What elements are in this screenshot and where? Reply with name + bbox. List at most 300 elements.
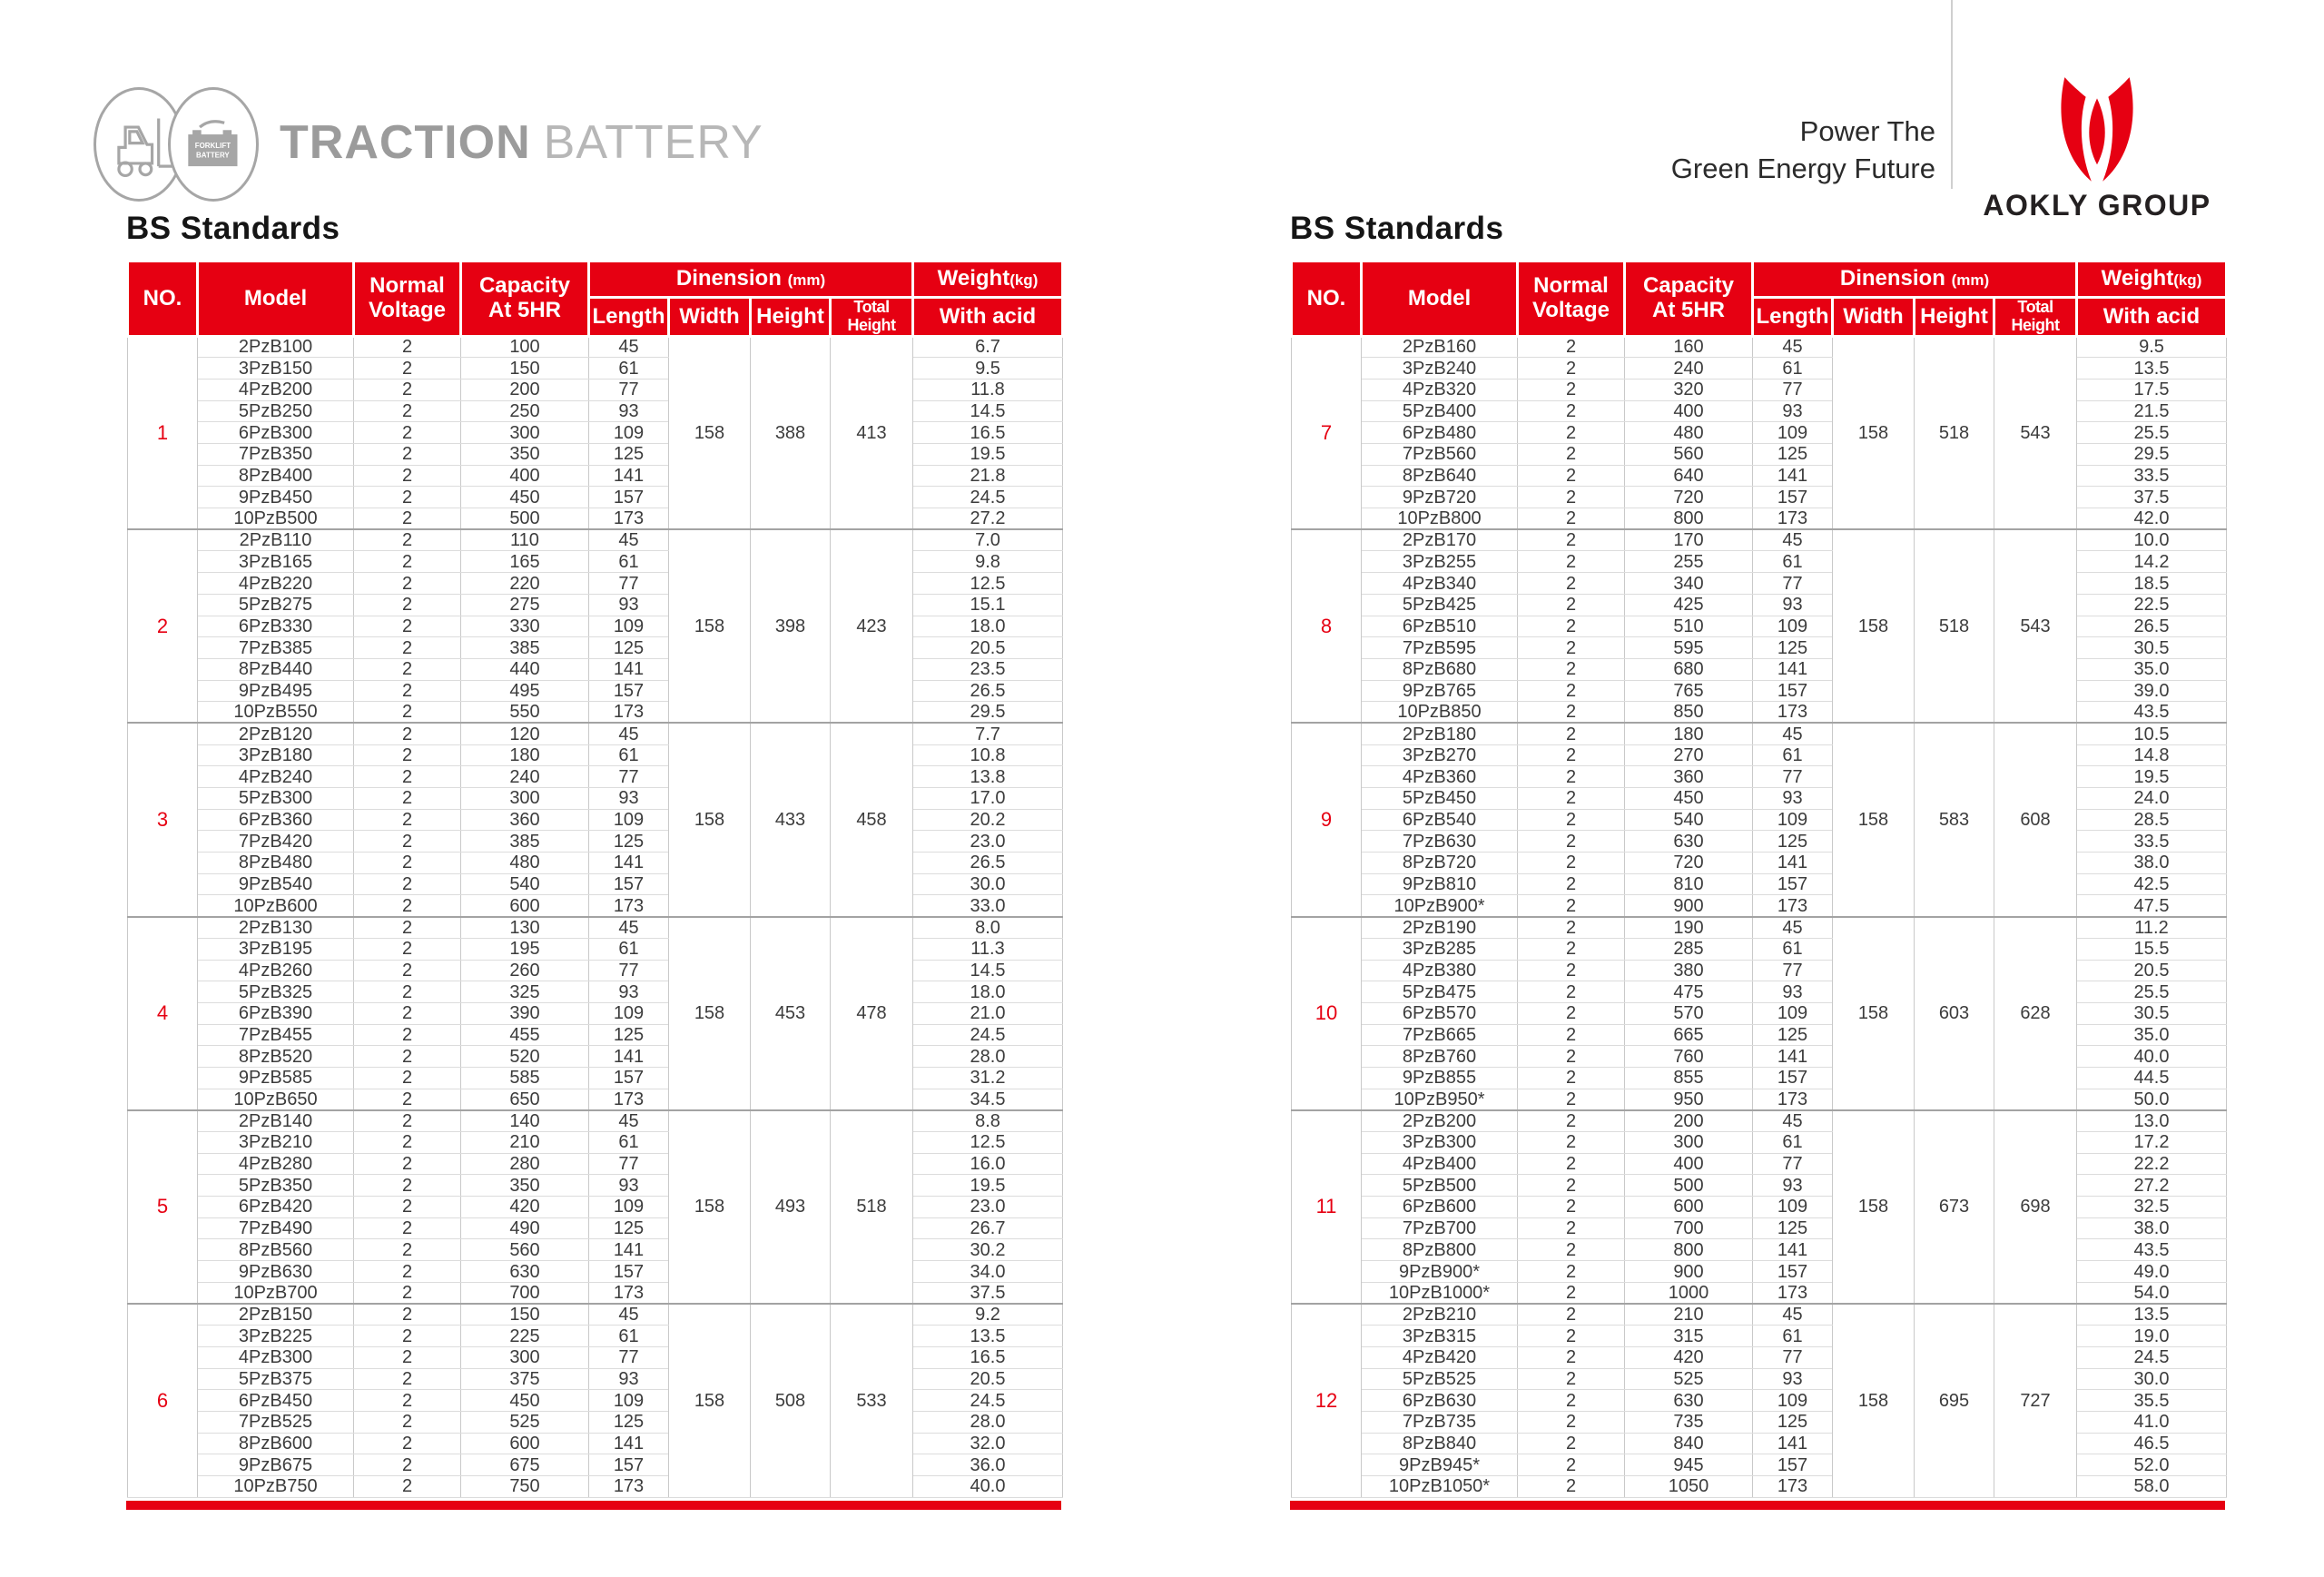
- cell-capacity: 950: [1625, 1089, 1753, 1110]
- cell-weight: 21.5: [2077, 400, 2227, 422]
- cell-capacity: 475: [1625, 981, 1753, 1003]
- table-row: [1292, 895, 2227, 917]
- cell-no: 2: [128, 529, 198, 723]
- cell-weight: 25.5: [2077, 981, 2227, 1003]
- table-row: [128, 1217, 1063, 1239]
- cell-capacity: 500: [461, 508, 589, 530]
- cell-voltage: 2: [1518, 702, 1625, 724]
- cell-capacity: 350: [461, 1175, 589, 1197]
- table-row: [128, 529, 1063, 551]
- table-row: [128, 573, 1063, 595]
- cell-weight: 32.0: [913, 1433, 1063, 1454]
- cell-length: 173: [1753, 895, 1833, 917]
- cell-capacity: 330: [461, 616, 589, 637]
- cell-capacity: 350: [461, 444, 589, 466]
- cell-capacity: 220: [461, 573, 589, 595]
- table-row: [128, 1326, 1063, 1347]
- col-header-model: Model: [198, 261, 354, 337]
- cell-weight: 19.0: [2077, 1326, 2227, 1347]
- table-row: [1292, 831, 2227, 853]
- cell-voltage: 2: [1518, 831, 1625, 853]
- table-row: [1292, 917, 2227, 939]
- cell-model: 4PzB420: [1362, 1346, 1518, 1368]
- cell-no: 6: [128, 1304, 198, 1497]
- cell-length: 77: [589, 1346, 669, 1368]
- table-row: [128, 1390, 1063, 1412]
- cell-length: 45: [1753, 1304, 1833, 1326]
- cell-length: 157: [589, 1067, 669, 1089]
- table-row: [1292, 379, 2227, 400]
- cell-length: 109: [589, 1390, 669, 1412]
- cell-capacity: 800: [1625, 1239, 1753, 1261]
- cell-weight: 30.0: [2077, 1368, 2227, 1390]
- badge-text-line1: FORKLIFT: [194, 142, 231, 151]
- table-row: [1292, 487, 2227, 508]
- cell-weight: 12.5: [913, 1132, 1063, 1154]
- cell-voltage: 2: [1518, 960, 1625, 981]
- cell-weight: 43.5: [2077, 702, 2227, 724]
- cell-length: 109: [1753, 809, 1833, 831]
- cell-dim: 508: [751, 1304, 831, 1497]
- cell-voltage: 2: [1518, 573, 1625, 595]
- cell-weight: 33.5: [2077, 831, 2227, 853]
- cell-capacity: 560: [461, 1239, 589, 1261]
- cell-voltage: 2: [1518, 358, 1625, 379]
- cell-model: 2PzB140: [198, 1110, 354, 1132]
- cell-length: 173: [589, 1089, 669, 1110]
- cell-capacity: 150: [461, 358, 589, 379]
- cell-weight: 37.5: [2077, 487, 2227, 508]
- cell-voltage: 2: [354, 573, 461, 595]
- table-row: [128, 702, 1063, 724]
- cell-weight: 10.8: [913, 744, 1063, 766]
- table-bottom-bar: [126, 1501, 1061, 1510]
- cell-length: 141: [589, 465, 669, 487]
- cell-length: 109: [1753, 1390, 1833, 1412]
- cell-weight: 42.5: [2077, 873, 2227, 895]
- cell-voltage: 2: [1518, 1217, 1625, 1239]
- cell-capacity: 250: [461, 400, 589, 422]
- cell-weight: 40.0: [913, 1476, 1063, 1498]
- cell-model: 9PzB855: [1362, 1067, 1518, 1089]
- cell-capacity: 665: [1625, 1024, 1753, 1046]
- col-header-width: Width: [1833, 298, 1915, 337]
- cell-no: 10: [1292, 917, 1362, 1110]
- cell-weight: 26.5: [2077, 616, 2227, 637]
- cell-model: 7PzB420: [198, 831, 354, 853]
- cell-voltage: 2: [354, 1217, 461, 1239]
- cell-model: 5PzB325: [198, 981, 354, 1003]
- cell-voltage: 2: [354, 379, 461, 400]
- cell-length: 61: [589, 938, 669, 960]
- table-row: [1292, 336, 2227, 358]
- cell-voltage: 2: [354, 1454, 461, 1476]
- col-header-with-acid: With acid: [2077, 298, 2227, 337]
- cell-voltage: 2: [354, 1175, 461, 1197]
- cell-voltage: 2: [354, 336, 461, 358]
- cell-model: 6PzB540: [1362, 809, 1518, 831]
- cell-length: 45: [1753, 1110, 1833, 1132]
- table-row: [128, 1304, 1063, 1326]
- cell-model: 8PzB400: [198, 465, 354, 487]
- cell-length: 61: [1753, 551, 1833, 573]
- col-header-height: Height: [1915, 298, 1994, 337]
- cell-model: 6PzB300: [198, 422, 354, 444]
- table-row: [1292, 873, 2227, 895]
- cell-dim: 158: [669, 1110, 751, 1304]
- cell-voltage: 2: [354, 637, 461, 659]
- cell-model: 9PzB630: [198, 1261, 354, 1283]
- cell-weight: 18.5: [2077, 573, 2227, 595]
- cell-length: 93: [589, 1175, 669, 1197]
- table-row: [1292, 616, 2227, 637]
- cell-weight: 14.5: [913, 960, 1063, 981]
- cell-length: 157: [1753, 873, 1833, 895]
- cell-voltage: 2: [354, 702, 461, 724]
- table-row: [1292, 981, 2227, 1003]
- cell-dim: 493: [751, 1110, 831, 1304]
- cell-voltage: 2: [354, 1433, 461, 1454]
- cell-capacity: 320: [1625, 379, 1753, 400]
- cell-model: 6PzB510: [1362, 616, 1518, 637]
- cell-model: 7PzB665: [1362, 1024, 1518, 1046]
- table-row: [1292, 853, 2227, 874]
- aokly-group-logo: [1979, 74, 2215, 224]
- cell-dim: 628: [1994, 917, 2077, 1110]
- cell-weight: 16.5: [913, 1346, 1063, 1368]
- table-row: [1292, 594, 2227, 616]
- table-row: [1292, 1282, 2227, 1304]
- cell-model: 8PzB640: [1362, 465, 1518, 487]
- cell-capacity: 240: [1625, 358, 1753, 379]
- cell-voltage: 2: [1518, 1390, 1625, 1412]
- cell-capacity: 450: [1625, 788, 1753, 810]
- table-bottom-bar: [1290, 1501, 2225, 1510]
- cell-weight: 52.0: [2077, 1454, 2227, 1476]
- cell-length: 109: [1753, 616, 1833, 637]
- cell-weight: 20.5: [2077, 960, 2227, 981]
- table-row: [1292, 1304, 2227, 1326]
- cell-length: 61: [1753, 1132, 1833, 1154]
- cell-model: 2PzB170: [1362, 529, 1518, 551]
- cell-model: 10PzB850: [1362, 702, 1518, 724]
- cell-voltage: 2: [354, 873, 461, 895]
- cell-weight: 49.0: [2077, 1261, 2227, 1283]
- cell-capacity: 600: [461, 1433, 589, 1454]
- col-header-with-acid: With acid: [913, 298, 1063, 337]
- cell-voltage: 2: [354, 1346, 461, 1368]
- cell-capacity: 850: [1625, 702, 1753, 724]
- cell-length: 125: [589, 831, 669, 853]
- table-row: [128, 1433, 1063, 1454]
- cell-length: 141: [1753, 1046, 1833, 1068]
- table-row: [1292, 1197, 2227, 1218]
- cell-capacity: 650: [461, 1089, 589, 1110]
- cell-weight: 16.5: [913, 422, 1063, 444]
- cell-model: 5PzB525: [1362, 1368, 1518, 1390]
- cell-length: 141: [589, 1046, 669, 1068]
- cell-capacity: 360: [461, 809, 589, 831]
- table-row: [1292, 702, 2227, 724]
- cell-voltage: 2: [1518, 788, 1625, 810]
- cell-length: 93: [1753, 400, 1833, 422]
- cell-length: 61: [589, 744, 669, 766]
- cell-capacity: 255: [1625, 551, 1753, 573]
- cell-capacity: 280: [461, 1153, 589, 1175]
- col-header-weight: Weight(kg): [913, 261, 1063, 298]
- cell-voltage: 2: [1518, 637, 1625, 659]
- cell-capacity: 900: [1625, 1261, 1753, 1283]
- cell-length: 93: [589, 1368, 669, 1390]
- cell-length: 45: [589, 1304, 669, 1326]
- header-divider: [1951, 0, 1953, 189]
- cell-capacity: 380: [1625, 960, 1753, 981]
- table-row: [128, 1132, 1063, 1154]
- cell-voltage: 2: [354, 1411, 461, 1433]
- cell-length: 173: [589, 1282, 669, 1304]
- col-header-voltage: Normal Voltage: [1518, 261, 1625, 337]
- cell-model: 5PzB350: [198, 1175, 354, 1197]
- cell-length: 157: [589, 487, 669, 508]
- table-row: [1292, 1326, 2227, 1347]
- cell-dim: 543: [1994, 529, 2077, 723]
- cell-length: 61: [1753, 1326, 1833, 1347]
- cell-length: 45: [1753, 336, 1833, 358]
- cell-voltage: 2: [1518, 1261, 1625, 1283]
- cell-voltage: 2: [354, 788, 461, 810]
- table-row: [128, 680, 1063, 702]
- table-row: [1292, 637, 2227, 659]
- table-row: [1292, 658, 2227, 680]
- table-row: [128, 1067, 1063, 1089]
- cell-voltage: 2: [1518, 336, 1625, 358]
- cell-model: 8PzB840: [1362, 1433, 1518, 1454]
- cell-weight: 35.0: [2077, 1024, 2227, 1046]
- cell-voltage: 2: [1518, 1346, 1625, 1368]
- cell-model: 10PzB950*: [1362, 1089, 1518, 1110]
- cell-capacity: 765: [1625, 680, 1753, 702]
- table-row: [128, 551, 1063, 573]
- cell-weight: 38.0: [2077, 1217, 2227, 1239]
- spec-table: [1290, 260, 2228, 1498]
- cell-length: 77: [589, 573, 669, 595]
- cell-weight: 22.5: [2077, 594, 2227, 616]
- cell-length: 93: [589, 400, 669, 422]
- cell-weight: 24.5: [913, 1024, 1063, 1046]
- cell-weight: 20.5: [913, 1368, 1063, 1390]
- cell-model: 4PzB320: [1362, 379, 1518, 400]
- cell-dim: 543: [1994, 336, 2077, 529]
- cell-capacity: 810: [1625, 873, 1753, 895]
- cell-weight: 13.0: [2077, 1110, 2227, 1132]
- cell-capacity: 315: [1625, 1326, 1753, 1347]
- cell-weight: 11.8: [913, 379, 1063, 400]
- cell-weight: 8.0: [913, 917, 1063, 939]
- cell-dim: 433: [751, 723, 831, 916]
- cell-weight: 14.8: [2077, 744, 2227, 766]
- cell-weight: 36.0: [913, 1454, 1063, 1476]
- cell-model: 4PzB240: [198, 766, 354, 788]
- cell-capacity: 490: [461, 1217, 589, 1239]
- cell-voltage: 2: [1518, 766, 1625, 788]
- cell-voltage: 2: [1518, 981, 1625, 1003]
- table-row: [128, 1089, 1063, 1110]
- cell-weight: 14.2: [2077, 551, 2227, 573]
- cell-length: 141: [1753, 465, 1833, 487]
- table-row: [128, 1175, 1063, 1197]
- cell-model: 10PzB800: [1362, 508, 1518, 530]
- cell-capacity: 300: [461, 788, 589, 810]
- cell-voltage: 2: [1518, 853, 1625, 874]
- cell-length: 157: [589, 680, 669, 702]
- cell-voltage: 2: [1518, 594, 1625, 616]
- table-row: [1292, 1175, 2227, 1197]
- col-header-capacity: Capacity At 5HR: [1625, 261, 1753, 337]
- cell-voltage: 2: [354, 1476, 461, 1498]
- cell-voltage: 2: [1518, 917, 1625, 939]
- table-row: [128, 960, 1063, 981]
- cell-model: 8PzB440: [198, 658, 354, 680]
- cell-length: 157: [1753, 680, 1833, 702]
- cell-model: 2PzB130: [198, 917, 354, 939]
- cell-weight: 24.0: [2077, 788, 2227, 810]
- cell-dim: 453: [751, 917, 831, 1110]
- cell-capacity: 495: [461, 680, 589, 702]
- cell-model: 7PzB560: [1362, 444, 1518, 466]
- cell-voltage: 2: [1518, 1067, 1625, 1089]
- cell-weight: 15.5: [2077, 938, 2227, 960]
- brand-title-battery: BATTERY: [543, 116, 763, 169]
- cell-dim: 583: [1915, 723, 1994, 916]
- cell-voltage: 2: [354, 917, 461, 939]
- cell-voltage: 2: [1518, 895, 1625, 917]
- spec-table-body: [128, 336, 1063, 1497]
- cell-capacity: 640: [1625, 465, 1753, 487]
- table-row: [128, 358, 1063, 379]
- cell-capacity: 150: [461, 1304, 589, 1326]
- cell-capacity: 720: [1625, 487, 1753, 508]
- cell-dim: 458: [831, 723, 913, 916]
- cell-capacity: 500: [1625, 1175, 1753, 1197]
- cell-model: 2PzB150: [198, 1304, 354, 1326]
- table-row: [1292, 1110, 2227, 1132]
- cell-length: 109: [589, 809, 669, 831]
- cell-length: 61: [589, 1326, 669, 1347]
- cell-dim: 158: [1833, 1304, 1915, 1497]
- cell-weight: 20.2: [913, 809, 1063, 831]
- cell-model: 8PzB520: [198, 1046, 354, 1068]
- brand-title: [280, 114, 763, 171]
- cell-voltage: 2: [354, 895, 461, 917]
- cell-dim: 727: [1994, 1304, 2077, 1497]
- cell-length: 93: [589, 594, 669, 616]
- cell-model: 10PzB1000*: [1362, 1282, 1518, 1304]
- cell-capacity: 425: [1625, 594, 1753, 616]
- cell-dim: 673: [1915, 1110, 1994, 1304]
- table-row: [128, 1282, 1063, 1304]
- cell-length: 61: [589, 551, 669, 573]
- cell-length: 45: [1753, 917, 1833, 939]
- cell-dim: 608: [1994, 723, 2077, 916]
- cell-model: 4PzB220: [198, 573, 354, 595]
- cell-capacity: 525: [1625, 1368, 1753, 1390]
- col-header-width: Width: [669, 298, 751, 337]
- table-row: [128, 1197, 1063, 1218]
- cell-voltage: 2: [354, 487, 461, 508]
- cell-voltage: 2: [1518, 1197, 1625, 1218]
- cell-length: 125: [1753, 1411, 1833, 1433]
- cell-voltage: 2: [1518, 487, 1625, 508]
- cell-capacity: 540: [1625, 809, 1753, 831]
- cell-voltage: 2: [354, 1261, 461, 1283]
- cell-dim: 158: [669, 1304, 751, 1497]
- cell-weight: 27.2: [2077, 1175, 2227, 1197]
- cell-dim: 158: [1833, 1110, 1915, 1304]
- cell-voltage: 2: [1518, 938, 1625, 960]
- cell-model: 10PzB550: [198, 702, 354, 724]
- table-row: [1292, 744, 2227, 766]
- col-header-voltage: Normal Voltage: [354, 261, 461, 337]
- cell-length: 173: [589, 508, 669, 530]
- cell-capacity: 240: [461, 766, 589, 788]
- col-header-weight: Weight(kg): [2077, 261, 2227, 298]
- cell-length: 45: [589, 917, 669, 939]
- cell-weight: 28.0: [913, 1411, 1063, 1433]
- cell-voltage: 2: [1518, 1024, 1625, 1046]
- table-row: [128, 400, 1063, 422]
- cell-length: 141: [589, 853, 669, 874]
- cell-capacity: 170: [1625, 529, 1753, 551]
- cell-capacity: 385: [461, 637, 589, 659]
- cell-length: 61: [1753, 358, 1833, 379]
- cell-length: 173: [1753, 1476, 1833, 1498]
- table-row: [1292, 465, 2227, 487]
- cell-voltage: 2: [354, 723, 461, 744]
- cell-dim: 533: [831, 1304, 913, 1497]
- cell-capacity: 1000: [1625, 1282, 1753, 1304]
- cell-weight: 18.0: [913, 981, 1063, 1003]
- cell-weight: 35.0: [2077, 658, 2227, 680]
- col-header-dimension: Dinension (mm): [1753, 261, 2077, 298]
- table-row: [1292, 508, 2227, 530]
- cell-capacity: 285: [1625, 938, 1753, 960]
- cell-weight: 46.5: [2077, 1433, 2227, 1454]
- cell-model: 7PzB630: [1362, 831, 1518, 853]
- cell-length: 77: [589, 1153, 669, 1175]
- cell-weight: 30.5: [2077, 1002, 2227, 1024]
- cell-voltage: 2: [354, 938, 461, 960]
- table-row: [1292, 400, 2227, 422]
- table-row: [1292, 1024, 2227, 1046]
- cell-capacity: 120: [461, 723, 589, 744]
- section-title: BS Standards: [1290, 211, 1504, 246]
- cell-weight: 23.0: [913, 831, 1063, 853]
- cell-voltage: 2: [1518, 1175, 1625, 1197]
- cell-capacity: 700: [1625, 1217, 1753, 1239]
- col-header-length: Length: [589, 298, 669, 337]
- cell-capacity: 325: [461, 981, 589, 1003]
- cell-model: 8PzB680: [1362, 658, 1518, 680]
- table-row: [128, 444, 1063, 466]
- cell-capacity: 180: [461, 744, 589, 766]
- cell-weight: 17.2: [2077, 1132, 2227, 1154]
- cell-weight: 33.0: [913, 895, 1063, 917]
- cell-length: 173: [589, 895, 669, 917]
- cell-length: 109: [1753, 1197, 1833, 1218]
- cell-capacity: 300: [461, 422, 589, 444]
- cell-model: 2PzB180: [1362, 723, 1518, 744]
- cell-length: 157: [1753, 1261, 1833, 1283]
